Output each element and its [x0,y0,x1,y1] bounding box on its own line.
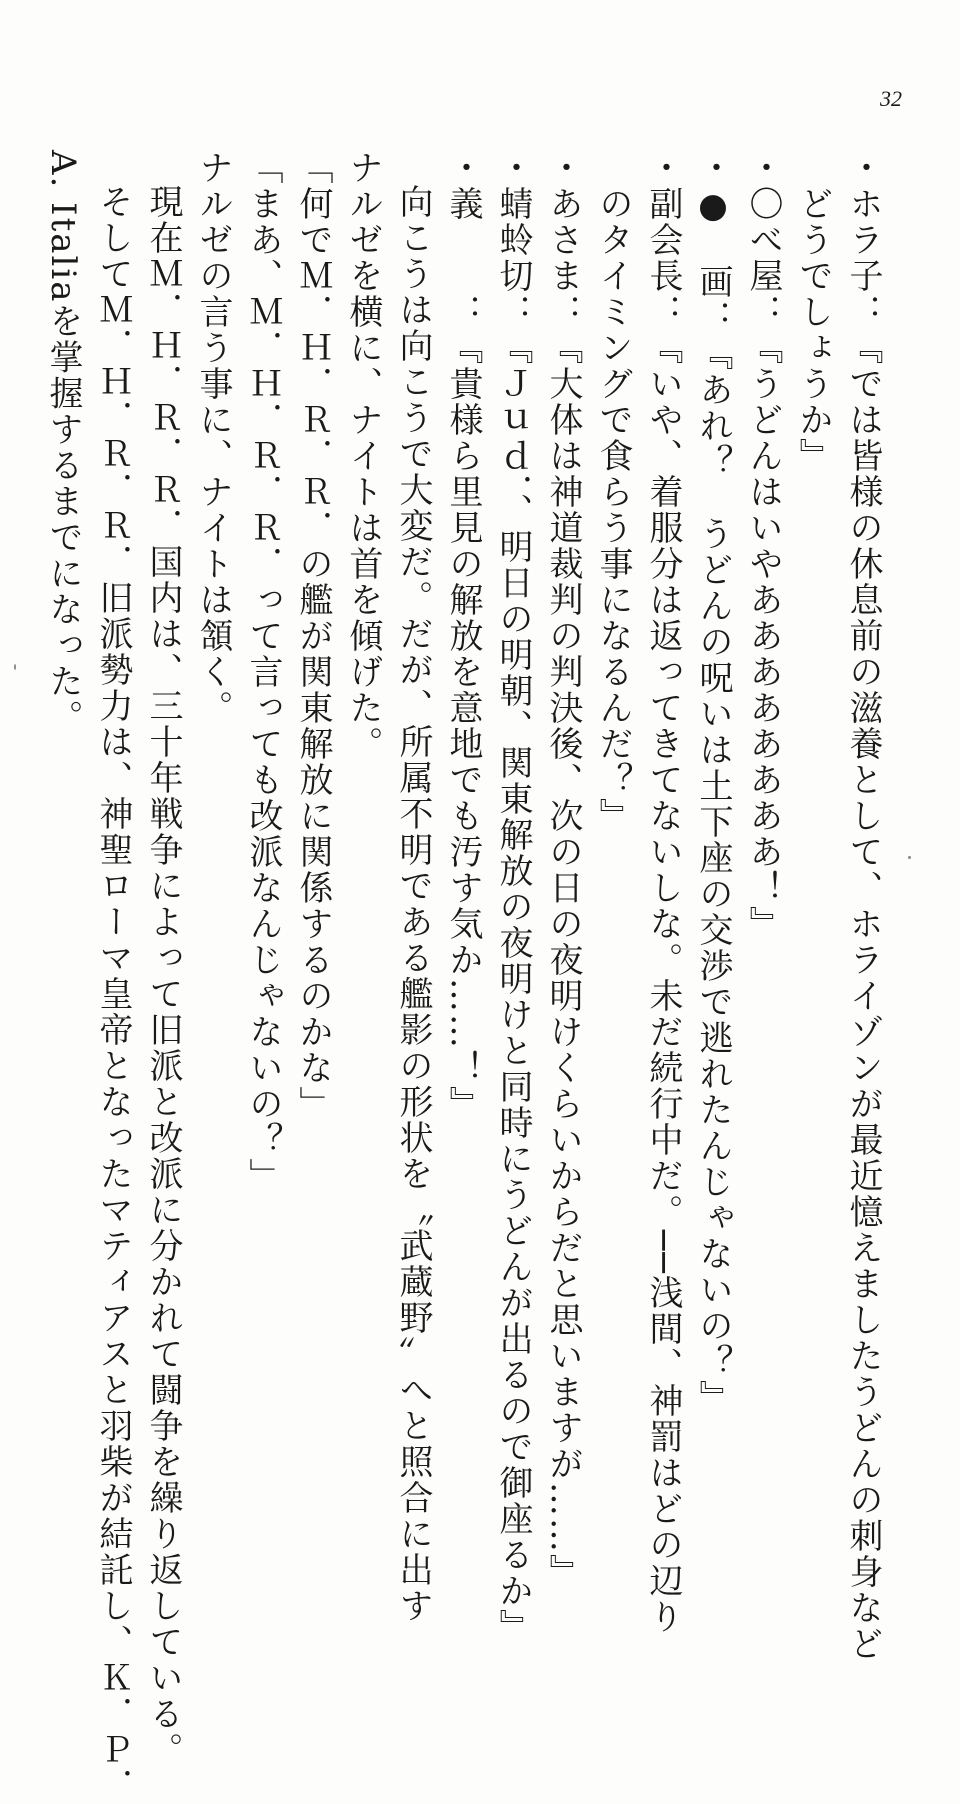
print-speck [14,664,16,670]
text-line: ・〇べ屋：『うどんはいやああああああああ！』 [743,150,783,942]
text-line: ・ホラ子：『では皆様の休息前の滋養として、ホライゾンが最近憶えましたうどんの刺身など [843,150,883,1662]
text-line: ・● 画：『あれ？ うどんの呪いは土下座の交渉で逃れたんじゃないの？』 [693,150,733,1416]
text-line: 向こうは向こうで大変だ。だが、所属不明である艦影の形状を〝武蔵野〟へと照合に出す [393,184,433,1624]
text-line: ・副会長：『いや、着服分は返ってきてないしな。未だ続行中だ。──浅間、神罰はどの辺り [643,150,683,1635]
text-line: どうでしょうか』 [793,185,833,474]
text-line: ・あさま：『大体は神道裁判の判決後、次の日の夜明けくらいからだと思いますが……』 [543,150,583,1590]
text-line: 現在Ｍ．Ｈ．Ｒ．Ｒ．国内は、三十年戦争によって旧派と改派に分かれて闘争を繰り返している。 [143,184,183,1768]
text-line: そしてＭ．Ｈ．Ｒ．Ｒ．旧派勢力は、神聖ローマ皇帝となったマティアスと羽柴が結託し、Ｋ．Ｐ． [93,184,133,1804]
text-line: 「まあ、Ｍ．Ｈ．Ｒ．Ｒ．って言っても改派なんじゃないの？」 [243,150,283,1194]
text-line: のタイミングで食らう事になるんだ？』 [593,185,633,834]
text-line: ナルゼの言う事に、ナイトは頷く。 [193,150,233,726]
page-number: 32 [880,86,902,111]
body-text [38,150,888,1804]
text-line: ・義 ：『貴様ら里見の解放を意地でも汚す気か……！』 [443,150,483,1122]
print-speck [908,856,911,859]
text-line: 「何でＭ．Ｈ．Ｒ．Ｒ．の艦が関東解放に関係するのかな」 [293,150,333,1122]
text-line: ・蜻蛉切：『Ｊｕｄ．、明日の明朝、関東解放の夜明けと同時にうどんが出るので御座るか』 [493,150,533,1645]
text-line: A. Italiaを掌握するまでになった。 [43,150,83,736]
text-line: ナルゼを横に、ナイトは首を傾げた。 [343,150,383,762]
